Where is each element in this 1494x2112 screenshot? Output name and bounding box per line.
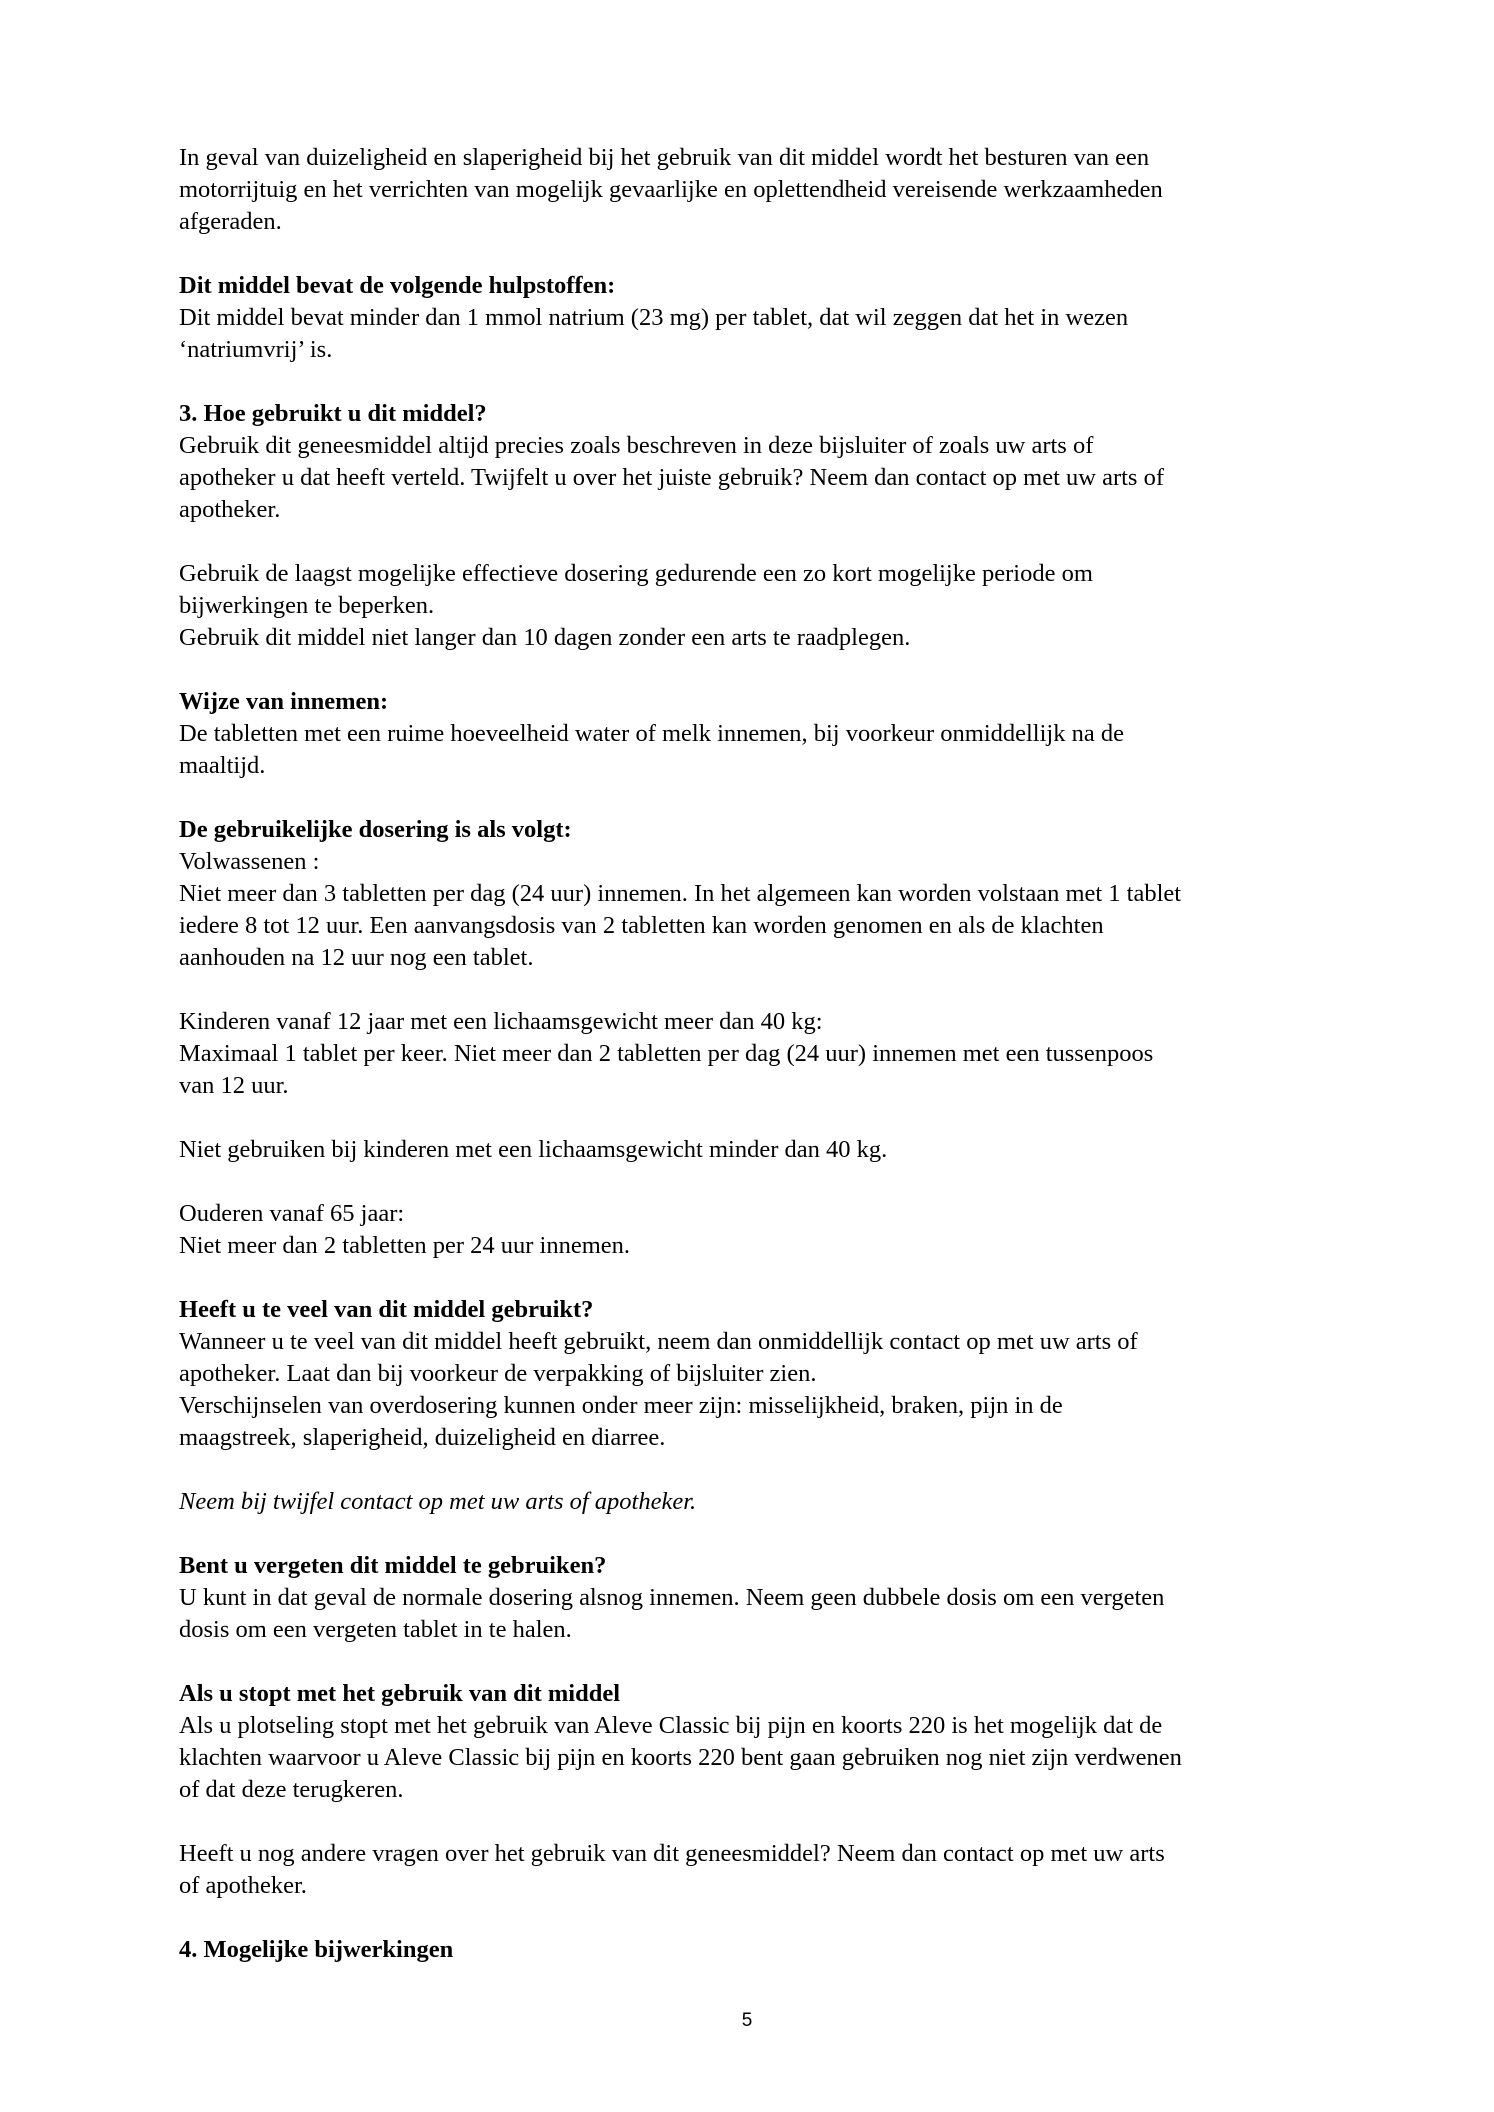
section-dosage [179,814,1339,974]
section-heading: Wijze van innemen: [179,688,389,715]
text-line: Niet meer dan 3 tabletten per dag (24 uur) innemen. In het algemeen kan worden volstaan met 1 tablet [179,880,1182,907]
section-heading: Heeft u te veel van dit middel gebruikt? [179,1296,594,1323]
text-line: of dat deze terugkeren. [179,1776,404,1803]
text-line: of apotheker. [179,1872,307,1899]
section-heading: Bent u vergeten dit middel te gebruiken? [179,1552,607,1579]
paragraph-doubt-note [179,1486,1339,1518]
text-line: van 12 uur. [179,1072,289,1099]
text-line: De tabletten met een ruime hoeveelheid water of melk innemen, bij voorkeur onmiddellijk na de [179,720,1124,747]
text-line: klachten waarvoor u Aleve Classic bij pijn en koorts 220 bent gaan gebruiken nog niet zijn verdwenen [179,1744,1182,1771]
text-line: motorrijtuig en het verrichten van mogelijk gevaarlijke en oplettendheid vereisende werkzaamheden [179,176,1163,203]
text-line: Gebruik dit middel niet langer dan 10 dagen zonder een arts te raadplegen. [179,624,911,651]
paragraph-lowest-dose [179,558,1339,654]
text-line: Kinderen vanaf 12 jaar met een lichaamsgewicht meer dan 40 kg: [179,1008,823,1035]
section-excipients [179,270,1339,366]
text-line: Heeft u nog andere vragen over het gebruik van dit geneesmiddel? Neem dan contact op met uw arts [179,1840,1165,1867]
text-line: Gebruik de laagst mogelijke effectieve dosering gedurende een zo kort mogelijke periode om [179,560,1093,587]
paragraph-other-questions [179,1838,1339,1902]
text-line: apotheker. [179,496,281,523]
text-line: Maximaal 1 tablet per keer. Niet meer dan 2 tabletten per dag (24 uur) innemen met een tussenpoos [179,1040,1154,1067]
section-forgotten-dose [179,1550,1339,1646]
italic-note: Neem bij twijfel contact op met uw arts of apotheker. [179,1488,697,1515]
section-how-to-use [179,398,1339,526]
section-heading: Dit middel bevat de volgende hulpstoffen: [179,272,616,299]
text-line: apotheker u dat heeft verteld. Twijfelt u over het juiste gebruik? Neem dan contact op met uw arts of [179,464,1164,491]
section-heading: 4. Mogelijke bijwerkingen [179,1936,454,1963]
text-line: maaltijd. [179,752,266,779]
text-line: Niet meer dan 2 tabletten per 24 uur innemen. [179,1232,631,1259]
text-line: dosis om een vergeten tablet in te halen. [179,1616,572,1643]
text-line: Verschijnselen van overdosering kunnen onder meer zijn: misselijkheid, braken, pijn in de [179,1392,1063,1419]
text-line: Wanneer u te veel van dit middel heeft gebruikt, neem dan onmiddellijk contact op met uw arts of [179,1328,1138,1355]
section-side-effects [179,1934,1339,1966]
paragraph-elderly [179,1198,1339,1262]
paragraph-driving-warning [179,142,1339,238]
section-heading: 3. Hoe gebruikt u dit middel? [179,400,487,427]
text-line: iedere 8 tot 12 uur. Een aanvangsdosis van 2 tabletten kan worden genomen en als de klachten [179,912,1104,939]
section-administration [179,686,1339,782]
section-heading: De gebruikelijke dosering is als volgt: [179,816,572,843]
text-line: Dit middel bevat minder dan 1 mmol natrium (23 mg) per tablet, dat wil zeggen dat het in wezen [179,304,1129,331]
text-line: Als u plotseling stopt met het gebruik van Aleve Classic bij pijn en koorts 220 is het mogelijk dat de [179,1712,1163,1739]
text-line: Volwassenen : [179,848,320,875]
section-stopping-use [179,1678,1339,1806]
text-line: In geval van duizeligheid en slaperigheid bij het gebruik van dit middel wordt het besturen van een [179,144,1150,171]
text-line: U kunt in dat geval de normale dosering alsnog innemen. Neem geen dubbele dosis om een vergeten [179,1584,1165,1611]
text-line: Gebruik dit geneesmiddel altijd precies zoals beschreven in deze bijsluiter of zoals uw arts of [179,432,1094,459]
section-heading: Als u stopt met het gebruik van dit middel [179,1680,621,1707]
document-body [179,142,1339,1998]
text-line: apotheker. Laat dan bij voorkeur de verpakking of bijsluiter zien. [179,1360,817,1387]
section-overdose [179,1294,1339,1454]
page-number: 5 [741,2010,753,2031]
text-line: Ouderen vanaf 65 jaar: [179,1200,405,1227]
text-line: bijwerkingen te beperken. [179,592,435,619]
paragraph-children-over-40kg [179,1006,1339,1102]
text-line: afgeraden. [179,208,282,235]
paragraph-children-under-40kg [179,1134,1339,1166]
text-line: aanhouden na 12 uur nog een tablet. [179,944,534,971]
text-line: Niet gebruiken bij kinderen met een lichaamsgewicht minder dan 40 kg. [179,1136,888,1163]
text-line: maagstreek, slaperigheid, duizeligheid en diarree. [179,1424,666,1451]
text-line: ‘natriumvrij’ is. [179,336,333,363]
